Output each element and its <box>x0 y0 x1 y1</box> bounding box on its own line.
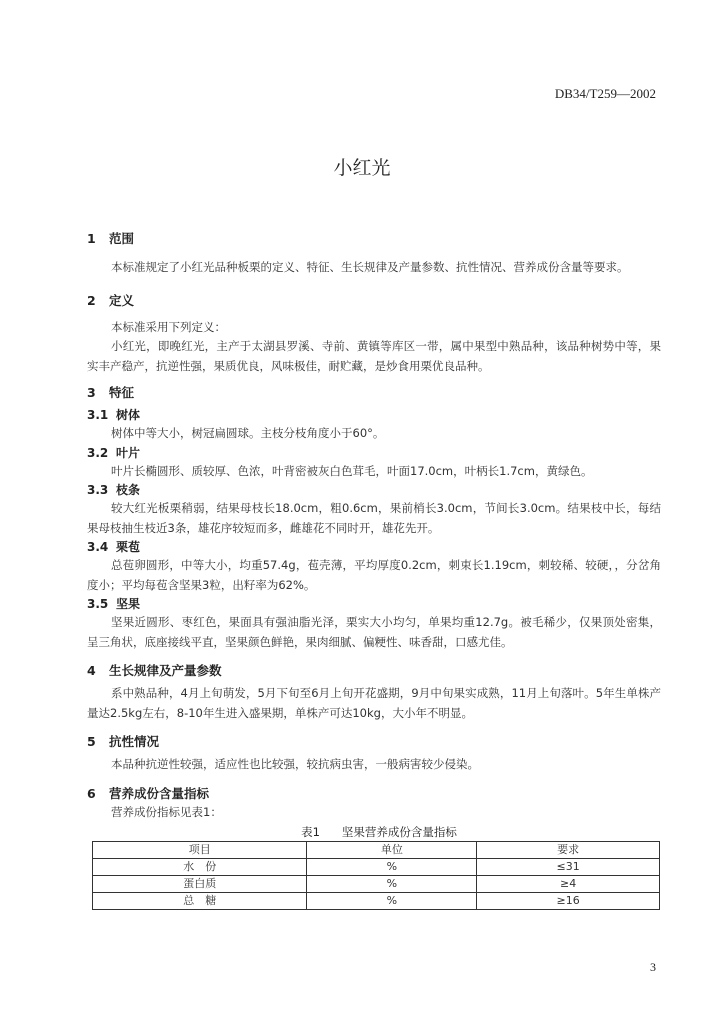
table-row <box>93 876 660 893</box>
subsection-heading <box>87 481 661 499</box>
section-number: 3 <box>87 385 96 400</box>
table-cell: % <box>307 859 477 876</box>
section-title: 营养成份含量指标 <box>109 785 210 801</box>
table-row <box>93 893 660 910</box>
document-body <box>87 230 661 910</box>
section-characteristics <box>87 384 661 652</box>
table-header-cell: 单位 <box>307 842 477 859</box>
document-code: DB34/T259—2002 <box>554 86 656 101</box>
section-heading <box>87 384 661 402</box>
section-heading <box>87 733 661 751</box>
section-title: 生长规律及产量参数 <box>109 663 222 678</box>
subsection-heading <box>87 538 661 556</box>
subsection-number: 3.2 <box>87 445 109 460</box>
table-caption <box>87 824 661 841</box>
paragraph: 本品种抗逆性较强，适应性也比较强，较抗病虫害，一般病害较少侵染。 <box>111 757 479 771</box>
page-number: 3 <box>650 960 656 974</box>
section-heading <box>87 785 661 803</box>
subsection-heading <box>87 406 661 424</box>
paragraph: 小红光，即晚红光，主产于太湖县罗溪、寺前、黄镇等库区一带，属中果型中熟品种，该品种树势中等，果实丰产稳产，抗逆性强，果质优良，风味极佳，耐贮藏，是炒食用栗优良品种。 <box>87 339 661 373</box>
table-caption-title: 坚果营养成份含量指标 <box>341 825 457 839</box>
paragraph: 树体中等大小，树冠扁圆球。主枝分枝角度小于60°。 <box>111 426 385 440</box>
subsection-title: 树体 <box>116 408 141 422</box>
section-heading <box>87 662 661 680</box>
subsection-number: 3.1 <box>87 408 109 422</box>
paragraph: 本标准规定了小红光品种板栗的定义、特征、生长规律及产量参数、抗性情况、营养成份含量等要求。 <box>111 260 629 274</box>
section-title: 抗性情况 <box>109 734 160 749</box>
subsection-title: 栗苞 <box>116 540 141 554</box>
section-definitions <box>87 292 661 377</box>
table-cell: 总 糖 <box>93 893 307 910</box>
table-cell: % <box>307 876 477 893</box>
table-caption-number: 表1 <box>301 825 320 839</box>
table-cell: ≤31 <box>477 859 660 876</box>
table-cell: 蛋白质 <box>93 876 307 893</box>
subsection-heading <box>87 595 661 613</box>
section-nutrition <box>87 785 661 911</box>
table-cell: % <box>307 893 477 910</box>
paragraph: 营养成份指标见表1： <box>111 804 222 819</box>
section-number: 5 <box>87 734 96 749</box>
table-header-row <box>93 842 660 859</box>
section-heading <box>87 230 661 248</box>
paragraph: 总苞卵圆形，中等大小，均重57.4g，苞壳薄，平均厚度0.2cm，刺束长1.19cm，刺较稀、较硬，，分岔角度小；平均每苞含坚果3粒，出籽率为62%。 <box>87 558 661 592</box>
subsection-heading <box>87 444 661 462</box>
paragraph: 坚果近圆形、枣红色，果面具有强油脂光泽，栗实大小均匀，单果均重12.7g。被毛稀少，仅果顶处密集，呈三角状，底座接线平直，坚果颜色鲜艳，果肉细腻、偏粳性、味香甜，口感尤佳。 <box>87 615 661 649</box>
section-number: 2 <box>87 292 96 308</box>
paragraph: 系中熟品种，4月上旬萌发，5月下旬至6月上旬开花盛期，9月中旬果实成熟，11月上旬落叶。5年生单株产量达2.5kg左右，8-10年生进入盛果期，单株产可达10kg，大小年不明显。 <box>87 686 661 720</box>
section-heading <box>87 292 661 310</box>
table-cell: ≥4 <box>477 876 660 893</box>
section-title: 范围 <box>109 231 135 246</box>
subsection-number: 3.3 <box>87 483 109 497</box>
paragraph: 叶片长椭圆形、质较厚、色浓，叶背密被灰白色茸毛，叶面17.0cm，叶柄长1.7cm，黄绿色。 <box>111 463 593 478</box>
table-header-cell: 要求 <box>477 842 660 859</box>
subsection-number: 3.4 <box>87 540 109 554</box>
nutrition-table <box>92 841 660 910</box>
section-title: 定义 <box>109 292 135 308</box>
subsection-title: 坚果 <box>116 597 141 611</box>
table-header-cell: 项目 <box>93 842 307 859</box>
subsection-number: 3.5 <box>87 597 109 611</box>
section-number: 1 <box>87 231 96 246</box>
table-cell: ≥16 <box>477 893 660 910</box>
table-cell: 水 份 <box>93 859 307 876</box>
section-number: 4 <box>87 663 96 678</box>
section-title: 特征 <box>109 385 135 400</box>
paragraph: 本标准采用下列定义： <box>111 319 226 334</box>
section-resistance <box>87 733 661 775</box>
subsection-title: 枝条 <box>116 483 141 497</box>
table-row <box>93 859 660 876</box>
section-number: 6 <box>87 785 96 801</box>
document-title: 小红光 <box>333 157 391 179</box>
subsection-title: 叶片 <box>116 445 141 460</box>
paragraph: 较大红光板栗稍弱，结果母枝长18.0cm，粗0.6cm，果前梢长3.0cm，节间长3.0cm。结果枝中长，每结果母枝抽生枝近3条，雄花序较短而多，雌雄花不同时开，雄花先开。 <box>87 501 661 535</box>
section-growth <box>87 662 661 723</box>
section-scope <box>87 230 661 278</box>
